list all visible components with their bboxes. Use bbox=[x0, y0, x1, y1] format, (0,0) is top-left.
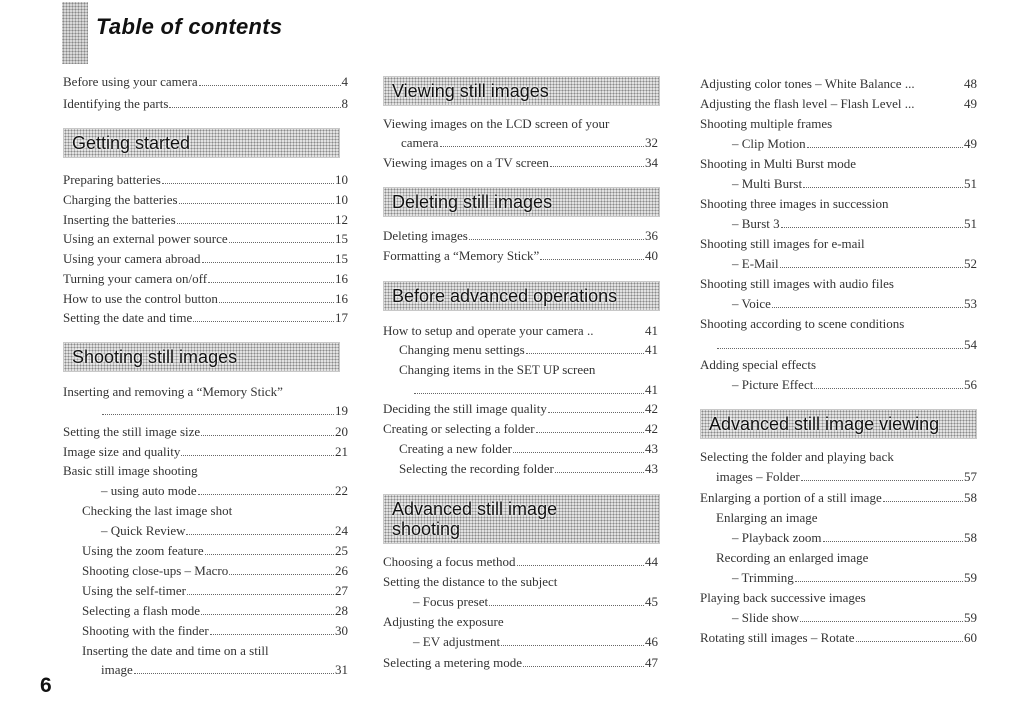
leader-dots bbox=[795, 570, 963, 582]
entry-page: 44 bbox=[645, 554, 658, 569]
entry-page: 8 bbox=[341, 96, 348, 111]
leader-dots bbox=[856, 630, 963, 642]
toc-entry[interactable] bbox=[63, 271, 348, 287]
leader-dots bbox=[205, 543, 334, 555]
toc-entry-line[interactable]: Shooting according to scene conditions bbox=[700, 316, 905, 331]
entry-label: Shooting close-ups – Macro bbox=[82, 563, 229, 578]
leader-dots bbox=[548, 401, 644, 413]
toc-entry[interactable] bbox=[732, 216, 977, 232]
entry-label: Adjusting the flash level – Flash Level ... bbox=[700, 96, 915, 111]
toc-entry[interactable] bbox=[63, 444, 348, 460]
leader-dots bbox=[814, 377, 963, 389]
toc-entry[interactable] bbox=[82, 583, 348, 599]
toc-entry-line[interactable]: Recording an enlarged image bbox=[716, 550, 869, 565]
toc-entry[interactable] bbox=[413, 594, 658, 610]
toc-entry[interactable] bbox=[732, 610, 977, 626]
entry-page: 53 bbox=[964, 296, 977, 311]
toc-entry[interactable] bbox=[101, 483, 348, 499]
leader-dots bbox=[187, 583, 334, 595]
toc-entry[interactable] bbox=[82, 603, 348, 619]
toc-entry[interactable] bbox=[383, 228, 658, 244]
title-decoration bbox=[62, 2, 88, 64]
entry-page: 51 bbox=[964, 216, 977, 231]
toc-entry[interactable] bbox=[63, 424, 348, 440]
toc-entry[interactable] bbox=[700, 490, 977, 506]
heading-line: Advanced still image bbox=[392, 499, 558, 519]
section-heading-advanced-shooting bbox=[383, 494, 660, 544]
entry-label: Setting the date and time bbox=[63, 310, 193, 325]
toc-entry[interactable] bbox=[63, 96, 348, 112]
entry-page: 15 bbox=[335, 231, 348, 246]
entry-page: 12 bbox=[335, 212, 348, 227]
leader-dots bbox=[489, 594, 644, 606]
toc-entry[interactable] bbox=[82, 563, 348, 579]
leader-dots bbox=[717, 337, 963, 349]
toc-entry[interactable] bbox=[732, 176, 977, 192]
entry-label: How to setup and operate your camera .. bbox=[383, 323, 594, 338]
toc-entry-line[interactable]: Viewing images on the LCD screen of your bbox=[383, 116, 610, 131]
toc-entry-line[interactable]: Adding special effects bbox=[700, 357, 816, 372]
leader-dots bbox=[781, 216, 963, 228]
leader-dots bbox=[414, 382, 644, 394]
entry-page: 24 bbox=[335, 523, 348, 538]
entry-page: 32 bbox=[645, 135, 658, 150]
entry-label: – Clip Motion bbox=[732, 136, 806, 151]
leader-dots bbox=[807, 136, 963, 148]
leader-dots bbox=[229, 563, 334, 575]
entry-label: image bbox=[101, 662, 133, 677]
entry-label: Preparing batteries bbox=[63, 172, 161, 187]
leader-dots bbox=[501, 634, 644, 646]
toc-entry[interactable] bbox=[63, 74, 348, 90]
toc-entry-line[interactable]: Shooting multiple frames bbox=[700, 116, 833, 131]
entry-page: 54 bbox=[964, 337, 977, 352]
entry-label: – Quick Review bbox=[101, 523, 186, 538]
entry-label: Before using your camera bbox=[63, 74, 198, 89]
toc-entry[interactable] bbox=[732, 570, 977, 586]
leader-dots bbox=[915, 97, 963, 108]
entry-label: Creating or selecting a folder bbox=[383, 421, 535, 436]
entry-page: 10 bbox=[335, 192, 348, 207]
entry-page: 36 bbox=[645, 228, 658, 243]
leader-dots bbox=[179, 192, 334, 204]
toc-entry[interactable] bbox=[732, 530, 977, 546]
section-heading-viewing: Viewing still images bbox=[383, 76, 660, 106]
toc-entry[interactable] bbox=[63, 212, 348, 228]
toc-entry[interactable] bbox=[732, 136, 977, 152]
leader-dots bbox=[803, 176, 963, 188]
toc-entry-line[interactable]: Shooting in Multi Burst mode bbox=[700, 156, 857, 171]
entry-label: Enlarging a portion of a still image bbox=[700, 490, 882, 505]
entry-label: Creating a new folder bbox=[399, 441, 512, 456]
entry-label: – E-Mail bbox=[732, 256, 779, 271]
entry-page: 28 bbox=[335, 603, 348, 618]
toc-entry[interactable] bbox=[82, 623, 348, 639]
leader-dots bbox=[469, 228, 644, 240]
toc-entry[interactable] bbox=[383, 655, 658, 671]
entry-page: 40 bbox=[645, 248, 658, 263]
leader-dots bbox=[162, 172, 334, 184]
toc-entry[interactable] bbox=[383, 401, 658, 417]
toc-entry[interactable] bbox=[63, 172, 348, 188]
leader-dots bbox=[526, 342, 644, 354]
leader-dots bbox=[550, 155, 644, 167]
toc-entry[interactable] bbox=[716, 469, 977, 485]
entry-page: 47 bbox=[645, 655, 658, 670]
entry-label: Viewing images on a TV screen bbox=[383, 155, 549, 170]
toc-entry[interactable] bbox=[383, 248, 658, 264]
toc-entry[interactable] bbox=[700, 76, 977, 92]
toc-entry[interactable] bbox=[383, 554, 658, 570]
toc-entry-line[interactable]: Checking the last image shot bbox=[82, 503, 233, 518]
toc-entry[interactable] bbox=[383, 323, 658, 339]
entry-label: – Slide show bbox=[732, 610, 800, 625]
entry-label: – Multi Burst bbox=[732, 176, 803, 191]
leader-dots bbox=[780, 256, 963, 268]
leader-dots bbox=[555, 461, 644, 473]
toc-entry-line[interactable]: Adjusting the exposure bbox=[383, 614, 504, 629]
leader-dots bbox=[181, 444, 334, 456]
entry-page: 25 bbox=[335, 543, 348, 558]
entry-page: 58 bbox=[964, 490, 977, 505]
entry-label: Adjusting color tones – White Balance ... bbox=[700, 76, 915, 91]
toc-entry[interactable] bbox=[700, 630, 977, 646]
entry-page: 21 bbox=[335, 444, 348, 459]
toc-entry-line[interactable]: Enlarging an image bbox=[716, 510, 818, 525]
entry-label: Selecting the recording folder bbox=[399, 461, 554, 476]
entry-page: 15 bbox=[335, 251, 348, 266]
section-heading-getting-started: Getting started bbox=[63, 128, 340, 158]
leader-dots bbox=[229, 231, 334, 243]
entry-label: Setting the still image size bbox=[63, 424, 201, 439]
leader-dots bbox=[801, 469, 963, 481]
entry-label: Using the zoom feature bbox=[82, 543, 204, 558]
entry-label: – using auto mode bbox=[101, 483, 197, 498]
entry-label: Shooting with the finder bbox=[82, 623, 209, 638]
entry-page: 49 bbox=[964, 96, 977, 111]
entry-label: Selecting a metering mode bbox=[383, 655, 522, 670]
leader-dots bbox=[199, 74, 341, 86]
leader-dots bbox=[594, 324, 644, 335]
entry-page: 45 bbox=[645, 594, 658, 609]
leader-dots bbox=[440, 135, 644, 147]
toc-entry[interactable] bbox=[82, 543, 348, 559]
entry-page: 59 bbox=[964, 610, 977, 625]
section-heading-before-advanced: Before advanced operations bbox=[383, 281, 660, 311]
entry-page: 51 bbox=[964, 176, 977, 191]
toc-entry[interactable] bbox=[700, 96, 977, 112]
entry-page: 19 bbox=[335, 403, 348, 418]
leader-dots bbox=[219, 291, 334, 303]
entry-page: 41 bbox=[645, 382, 658, 397]
entry-label: – Focus preset bbox=[413, 594, 489, 609]
entry-label: Changing menu settings bbox=[399, 342, 525, 357]
leader-dots bbox=[202, 251, 334, 263]
leader-dots bbox=[102, 403, 334, 415]
entry-label: Using your camera abroad bbox=[63, 251, 201, 266]
entry-page: 16 bbox=[335, 271, 348, 286]
page-number: 6 bbox=[40, 674, 52, 697]
toc-entry[interactable] bbox=[399, 441, 658, 457]
entry-label: – Picture Effect bbox=[732, 377, 814, 392]
entry-page: 31 bbox=[335, 662, 348, 677]
toc-entry[interactable] bbox=[101, 523, 348, 539]
heading-line: shooting bbox=[392, 519, 461, 539]
entry-label: camera bbox=[401, 135, 439, 150]
leader-dots bbox=[513, 441, 644, 453]
leader-dots bbox=[134, 662, 334, 674]
leader-dots bbox=[177, 212, 334, 224]
entry-label: Using an external power source bbox=[63, 231, 228, 246]
leader-dots bbox=[210, 623, 334, 635]
entry-label: – Trimming bbox=[732, 570, 794, 585]
toc-entry[interactable] bbox=[63, 192, 348, 208]
toc-entry[interactable] bbox=[63, 291, 348, 307]
entry-page: 59 bbox=[964, 570, 977, 585]
leader-dots bbox=[169, 96, 340, 108]
entry-page: 41 bbox=[645, 342, 658, 357]
leader-dots bbox=[916, 77, 963, 88]
entry-page: 34 bbox=[645, 155, 658, 170]
entry-page: 49 bbox=[964, 136, 977, 151]
toc-entry-line[interactable]: Playing back successive images bbox=[700, 590, 866, 605]
toc-entry-line[interactable]: Basic still image shooting bbox=[63, 463, 198, 478]
leader-dots bbox=[193, 310, 334, 322]
toc-entry-line[interactable]: Shooting three images in succession bbox=[700, 196, 889, 211]
entry-label: Rotating still images – Rotate bbox=[700, 630, 855, 645]
toc-entry[interactable] bbox=[63, 231, 348, 247]
leader-dots bbox=[823, 530, 963, 542]
entry-label: Selecting a flash mode bbox=[82, 603, 201, 618]
toc-entry-line[interactable]: Selecting the folder and playing back bbox=[700, 449, 894, 464]
leader-dots bbox=[201, 424, 334, 436]
entry-label: – Voice bbox=[732, 296, 771, 311]
entry-label: How to use the control button bbox=[63, 291, 218, 306]
leader-dots bbox=[800, 610, 963, 622]
entry-page: 30 bbox=[335, 623, 348, 638]
toc-entry[interactable] bbox=[63, 310, 348, 326]
entry-page: 20 bbox=[335, 424, 348, 439]
entry-page: 52 bbox=[964, 256, 977, 271]
entry-page: 58 bbox=[964, 530, 977, 545]
toc-entry[interactable] bbox=[383, 421, 658, 437]
toc-entry-line[interactable]: Setting the distance to the subject bbox=[383, 574, 558, 589]
toc-entry[interactable] bbox=[732, 377, 977, 393]
entry-page: 60 bbox=[964, 630, 977, 645]
leader-dots bbox=[883, 490, 963, 502]
entry-label: – EV adjustment bbox=[413, 634, 501, 649]
entry-label: Identifying the parts bbox=[63, 96, 169, 111]
toc-entry[interactable] bbox=[101, 403, 348, 419]
entry-label: – Burst 3 bbox=[732, 216, 780, 231]
entry-page: 46 bbox=[645, 634, 658, 649]
entry-page: 42 bbox=[645, 421, 658, 436]
leader-dots bbox=[540, 248, 644, 260]
entry-label: images – Folder bbox=[716, 469, 800, 484]
entry-label: – Playback zoom bbox=[732, 530, 822, 545]
toc-entry[interactable] bbox=[63, 251, 348, 267]
section-heading-advanced-viewing: Advanced still image viewing bbox=[700, 409, 977, 439]
section-heading-deleting: Deleting still images bbox=[383, 187, 660, 217]
entry-label: Inserting the batteries bbox=[63, 212, 176, 227]
toc-entry[interactable] bbox=[413, 634, 658, 650]
toc-entry[interactable] bbox=[399, 461, 658, 477]
entry-page: 16 bbox=[335, 291, 348, 306]
entry-label: Choosing a focus method bbox=[383, 554, 516, 569]
entry-label: Image size and quality bbox=[63, 444, 181, 459]
entry-page: 42 bbox=[645, 401, 658, 416]
entry-page: 57 bbox=[964, 469, 977, 484]
toc-entry[interactable] bbox=[401, 135, 658, 151]
entry-page: 22 bbox=[335, 483, 348, 498]
entry-label: Deciding the still image quality bbox=[383, 401, 547, 416]
leader-dots bbox=[536, 421, 644, 433]
toc-entry-line[interactable]: Shooting still images for e-mail bbox=[700, 236, 865, 251]
toc-entry-line[interactable]: Changing items in the SET UP screen bbox=[399, 362, 596, 377]
toc-entry[interactable] bbox=[383, 155, 658, 171]
entry-label: Charging the batteries bbox=[63, 192, 178, 207]
entry-page: 10 bbox=[335, 172, 348, 187]
entry-label: Formatting a “Memory Stick” bbox=[383, 248, 540, 263]
page-title: Table of contents bbox=[96, 14, 283, 39]
leader-dots bbox=[198, 483, 334, 495]
entry-page: 56 bbox=[964, 377, 977, 392]
toc-entry-line[interactable]: Inserting the date and time on a still bbox=[82, 643, 269, 658]
leader-dots bbox=[772, 296, 963, 308]
entry-label: Turning your camera on/off bbox=[63, 271, 208, 286]
entry-label: Deleting images bbox=[383, 228, 468, 243]
toc-entry[interactable] bbox=[732, 296, 977, 312]
toc-entry[interactable] bbox=[732, 256, 977, 272]
entry-page: 27 bbox=[335, 583, 348, 598]
leader-dots bbox=[186, 523, 334, 535]
entry-page: 4 bbox=[341, 74, 348, 89]
toc-entry[interactable] bbox=[413, 382, 658, 398]
leader-dots bbox=[517, 554, 644, 566]
toc-entry[interactable] bbox=[101, 662, 348, 678]
entry-page: 26 bbox=[335, 563, 348, 578]
entry-page: 43 bbox=[645, 441, 658, 456]
leader-dots bbox=[208, 271, 334, 283]
entry-page: 17 bbox=[335, 310, 348, 325]
toc-entry-line[interactable]: Shooting still images with audio files bbox=[700, 276, 894, 291]
leader-dots bbox=[523, 655, 644, 667]
leader-dots bbox=[201, 603, 334, 615]
section-heading-shooting: Shooting still images bbox=[63, 342, 340, 372]
toc-entry[interactable] bbox=[716, 337, 977, 353]
entry-label: Using the self-timer bbox=[82, 583, 186, 598]
entry-page: 41 bbox=[645, 323, 658, 338]
toc-entry[interactable] bbox=[399, 342, 658, 358]
entry-page: 43 bbox=[645, 461, 658, 476]
toc-entry-line[interactable]: Inserting and removing a “Memory Stick” bbox=[63, 384, 283, 399]
entry-page: 48 bbox=[964, 76, 977, 91]
